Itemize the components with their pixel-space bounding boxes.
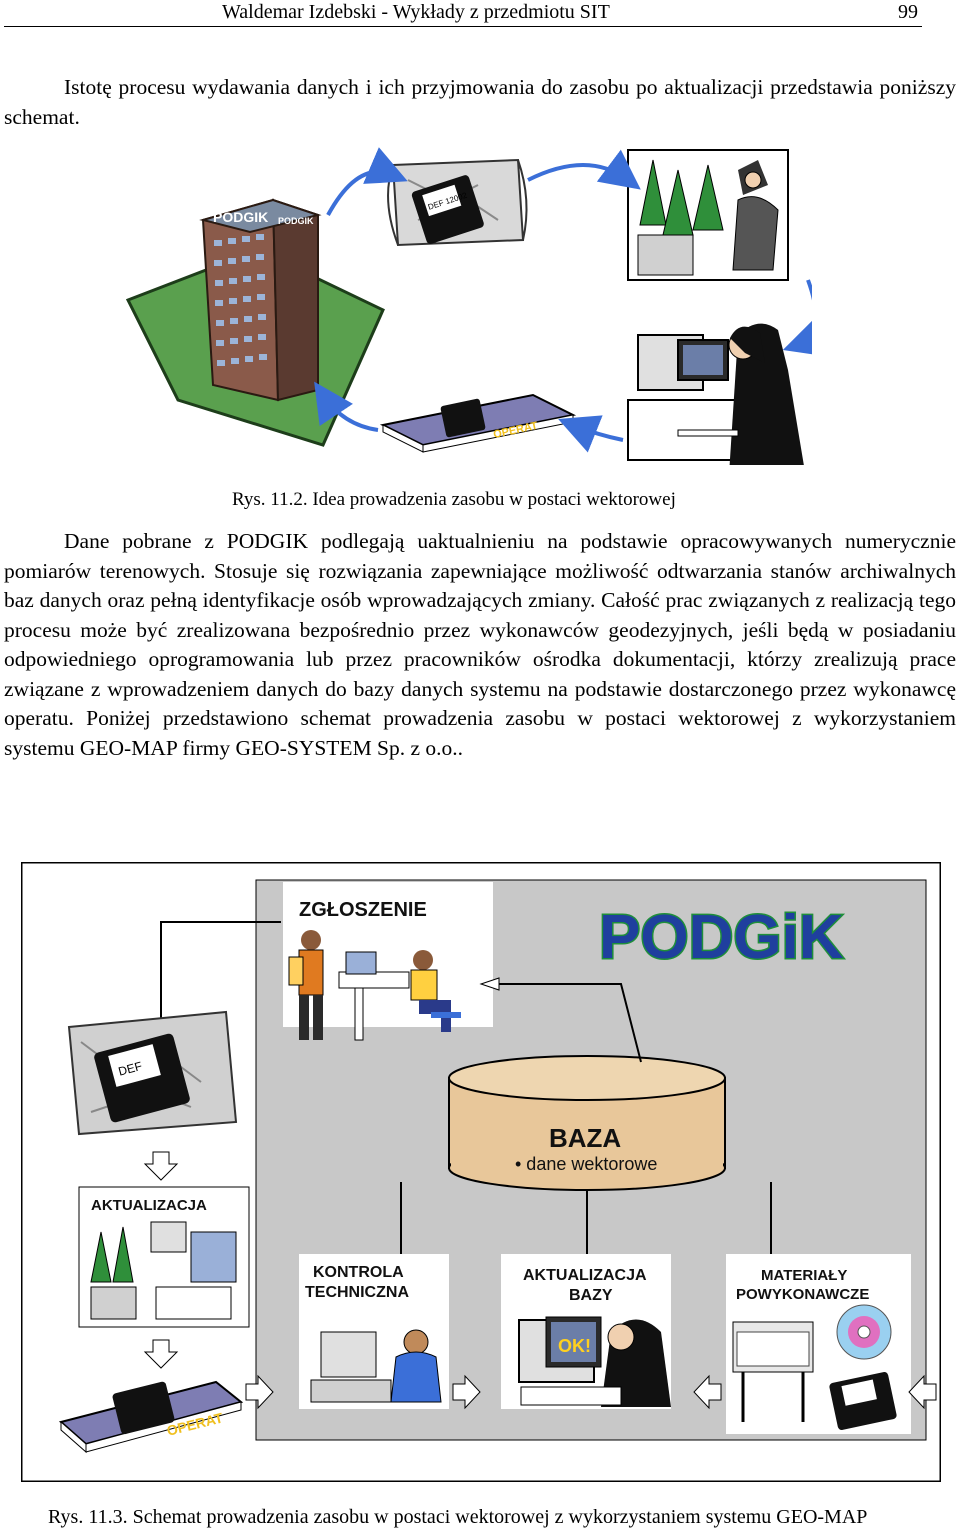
- podgik-building: [203, 200, 318, 400]
- aktualizacja-label: AKTUALIZACJA: [91, 1197, 207, 1214]
- book-label: OPERAT: [492, 419, 539, 442]
- materialy-label-1: MATERIAŁY: [761, 1267, 848, 1284]
- aktualizacja-box: [79, 1187, 249, 1327]
- computer-operator-scene: [628, 324, 808, 465]
- baza-title: BAZA: [549, 1123, 622, 1153]
- page-header: [4, 0, 922, 27]
- aktualizacja-bazy-label-2: BAZY: [569, 1287, 613, 1304]
- operat-book: [383, 395, 573, 452]
- header-title: Waldemar Izdebski - Wykłady z przedmiotu SIT: [222, 1, 610, 23]
- disk-label-left: DEF: [116, 1058, 144, 1079]
- baza-database: [449, 1056, 725, 1190]
- arrow-computer-to-book: [573, 425, 623, 440]
- materialy-box: [726, 1254, 911, 1434]
- building-label-small: PODGIK: [278, 216, 314, 226]
- kontrola-box: [299, 1254, 449, 1409]
- materialy-label-2: POWYKONAWCZE: [736, 1286, 870, 1303]
- arrow-survey-to-computer: [798, 280, 812, 345]
- arrow-map-to-survey: [528, 165, 628, 180]
- building-label: PODGIK: [213, 209, 269, 225]
- kontrola-label-2: TECHNICZNA: [305, 1284, 409, 1301]
- page-number: 99: [898, 1, 918, 23]
- podgik-logo: PODGiK: [599, 903, 844, 972]
- aktualizacja-bazy-box: [501, 1254, 671, 1409]
- body-paragraph-text: Dane pobrane z PODGIK podlegają uaktualnieniu na podstawie opracowywanych numerycznie pomiarów terenowych. Stosuje się rozwiązania zapewniające możliwość odtwarzania stanów archiwalnych baz danych oraz pełną identyfikacje osób wprowadzających zmiany. Całość prac związanych z realizacją tego procesu może być zrealizowana bezpośrednio przez wykonawców geodezyjnych, jeśli będą w posiadaniu odpowiedniego oprogramowania lub przez pracowników ośrodka dokumentacji, którzy zrealizują prace związane z wprowadzeniem danych do bazy danych systemu na podstawie dostarczonego przez wykonawcę operatu. Poniżej przedstawiono schemat prowadzenia zasobu w postaci wektorowej z wykorzystaniem systemu GEO-MAP firmy GEO-SYSTEM Sp. z o.o..: [4, 529, 956, 760]
- body-paragraph: [4, 527, 956, 763]
- field-survey-scene: [628, 150, 788, 280]
- ok-label: OK!: [558, 1336, 591, 1356]
- figure-geomap-schema: [21, 862, 941, 1482]
- figure1-caption: Rys. 11.2. Idea prowadzenia zasobu w postaci wektorowej: [232, 489, 676, 510]
- map-scroll-left: [69, 1012, 236, 1134]
- disk-label: DEF 12002: [426, 190, 469, 212]
- arrow-building-to-map: [328, 172, 393, 215]
- aktualizacja-bazy-label-1: AKTUALIZACJA: [523, 1267, 647, 1284]
- intro-paragraph: [4, 73, 956, 132]
- figure-vector-resource-idea: [118, 140, 812, 465]
- figure2-caption: Rys. 11.3. Schemat prowadzenia zasobu w postaci wektorowej z wykorzystaniem systemu GEO-MAP: [48, 1506, 868, 1528]
- zgloszenie-label: ZGŁOSZENIE: [299, 899, 427, 921]
- kontrola-label-1: KONTROLA: [313, 1264, 404, 1281]
- intro-paragraph-text: Istotę procesu wydawania danych i ich przyjmowania do zasobu po aktualizacji przedstawia poniższy schemat.: [4, 75, 956, 129]
- baza-subtitle: • dane wektorowe: [515, 1154, 658, 1174]
- operat-label: OPERAT: [165, 1409, 225, 1439]
